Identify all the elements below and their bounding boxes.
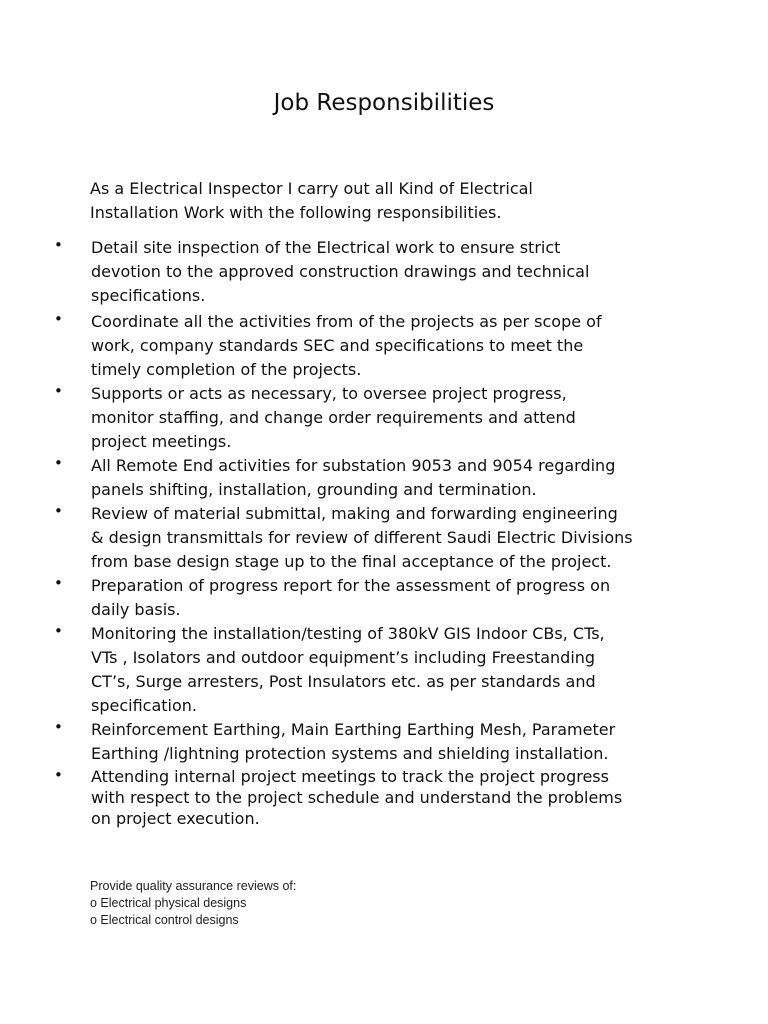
intro-line: As a Electrical Inspector I carry out all Kind of Electrical: [90, 179, 533, 198]
qa-heading: Provide quality assurance reviews of:: [90, 879, 297, 893]
list-item-line: devotion to the approved construction drawings and technical: [91, 262, 590, 281]
bullet-icon: •: [54, 718, 63, 736]
list-item-text: [79, 718, 719, 766]
list-item-line: specification.: [91, 696, 197, 715]
intro-paragraph: [90, 177, 710, 225]
bullet-icon: •: [54, 236, 63, 254]
qa-item: o Electrical control designs: [90, 913, 239, 927]
bullet-icon: •: [54, 622, 63, 640]
list-item-line: Attending internal project meetings to track the project progress: [91, 767, 609, 786]
list-item-line: project meetings.: [91, 432, 232, 451]
bullet-icon: •: [54, 310, 63, 328]
list-item-line: Detail site inspection of the Electrical work to ensure strict: [91, 238, 561, 257]
list-item-text: [79, 454, 719, 502]
list-item-line: & design transmittals for review of different Saudi Electric Divisions: [91, 528, 633, 547]
list-item-line: VTs , Isolators and outdoor equipment’s including Freestanding: [91, 648, 596, 667]
list-item-text: [79, 236, 719, 308]
list-item-text: [79, 382, 719, 454]
quality-assurance-note: [90, 878, 296, 929]
list-item-line: Preparation of progress report for the assessment of progress on: [91, 576, 611, 595]
bullet-icon: •: [54, 766, 63, 784]
bullet-icon: •: [54, 382, 63, 400]
list-item-line: Monitoring the installation/testing of 380kV GIS Indoor CBs, CTs,: [91, 624, 605, 643]
list-item-line: All Remote End activities for substation 9053 and 9054 regarding: [91, 456, 616, 475]
bullet-icon: •: [54, 454, 63, 472]
list-item-text: [79, 766, 719, 829]
list-item-line: specifications.: [91, 286, 206, 305]
list-item-line: Supports or acts as necessary, to oversee project progress,: [91, 384, 567, 403]
list-item-line: on project execution.: [91, 809, 260, 828]
bullet-icon: •: [54, 502, 63, 520]
intro-line: Installation Work with the following responsibilities.: [90, 203, 502, 222]
list-item-line: with respect to the project schedule and understand the problems: [91, 788, 623, 807]
list-item-line: Review of material submittal, making and forwarding engineering: [91, 504, 618, 523]
list-item-line: Earthing /lightning protection systems and shielding installation.: [91, 744, 609, 763]
qa-item: o Electrical physical designs: [90, 896, 247, 910]
list-item-line: daily basis.: [91, 600, 181, 619]
list-item-line: Reinforcement Earthing, Main Earthing Earthing Mesh, Parameter: [91, 720, 616, 739]
list-item-line: from base design stage up to the final acceptance of the project.: [91, 552, 612, 571]
list-item-text: [79, 574, 719, 622]
bullet-icon: •: [54, 574, 63, 592]
list-item-line: work, company standards SEC and specifications to meet the: [91, 336, 584, 355]
list-item-line: monitor staffing, and change order requirements and attend: [91, 408, 576, 427]
list-item-text: [79, 622, 719, 718]
list-item-line: CT’s, Surge arresters, Post Insulators etc. as per standards and: [91, 672, 596, 691]
list-item-line: Coordinate all the activities from of the projects as per scope of: [91, 312, 602, 331]
page-title: Job Responsibilities: [273, 90, 495, 116]
list-item-text: [79, 502, 719, 574]
list-item-line: panels shifting, installation, grounding and termination.: [91, 480, 537, 499]
list-item-line: timely completion of the projects.: [91, 360, 362, 379]
list-item-text: [79, 310, 719, 382]
